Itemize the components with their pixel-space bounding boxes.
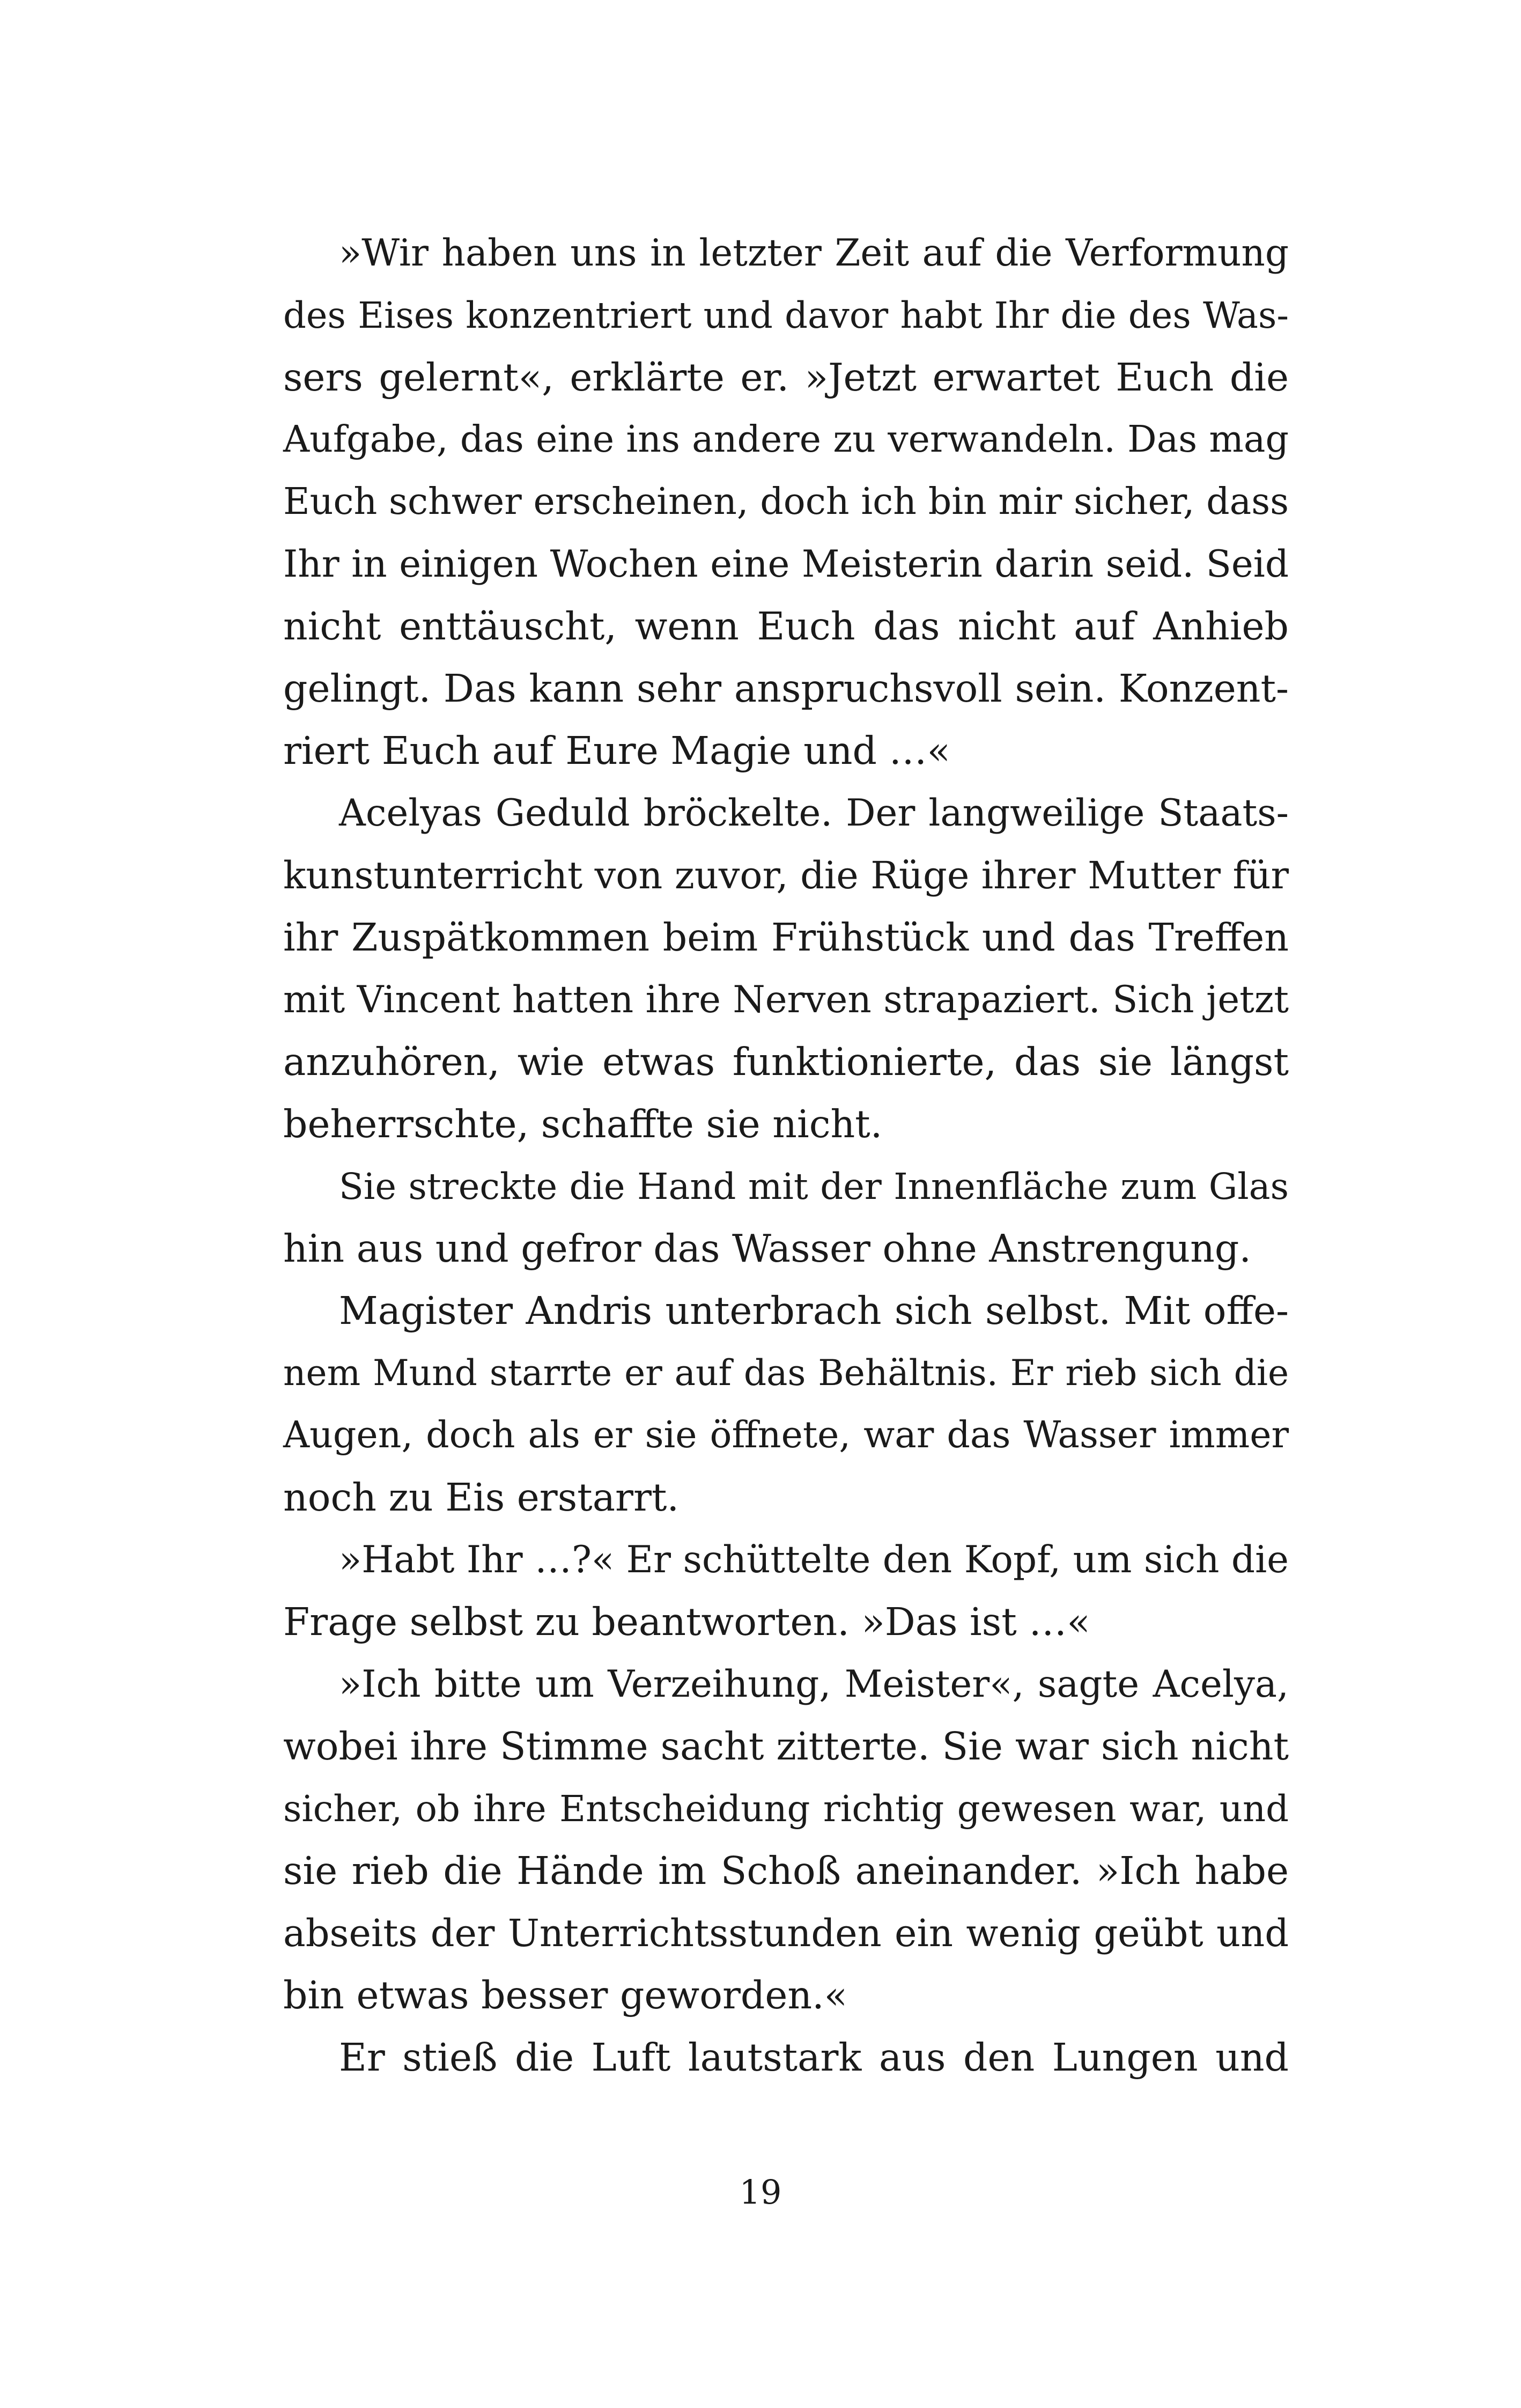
- text-line: anzuhören, wie etwas funktionierte, das sie längst: [283, 1040, 1289, 1084]
- text-line: des Eises konzentriert und davor habt Ihr die des Was-: [283, 294, 1289, 336]
- text-line: Frage selbst zu beantworten. »Das ist …«: [283, 1600, 1090, 1644]
- text-line: nicht enttäuscht, wenn Euch das nicht auf Anhieb: [283, 604, 1289, 649]
- body-text: [283, 222, 1289, 2089]
- text-line: Acelyas Geduld bröckelte. Der langweilige Staats-: [339, 792, 1289, 835]
- text-line: beherrschte, schaffte sie nicht.: [283, 1102, 883, 1146]
- page-number: 19: [739, 2173, 782, 2212]
- text-line: »Wir haben uns in letzter Zeit auf die Verformung: [339, 232, 1289, 275]
- text-line: ihr Zuspätkommen beim Frühstück und das Treffen: [283, 915, 1289, 960]
- text-line: nem Mund starrte er auf das Behältnis. Er rieb sich die: [283, 1352, 1289, 1394]
- text-line: noch zu Eis erstarrt.: [283, 1475, 680, 1520]
- text-line: Euch schwer erscheinen, doch ich bin mir sicher, dass: [283, 481, 1289, 523]
- text-line: Ihr in einigen Wochen eine Meisterin darin seid. Seid: [283, 543, 1289, 586]
- text-line: sers gelernt«, erklärte er. »Jetzt erwartet Euch die: [283, 355, 1289, 400]
- text-line: hin aus und gefror das Wasser ohne Anstrengung.: [283, 1226, 1251, 1271]
- text-line: Magister Andris unterbrach sich selbst. Mit offe-: [339, 1288, 1289, 1333]
- text-line: Er stieß die Luft lautstark aus den Lungen und: [339, 2035, 1289, 2080]
- text-line: bin etwas besser geworden.«: [283, 1973, 848, 2017]
- text-line: mit Vincent hatten ihre Nerven strapaziert. Sich jetzt: [283, 978, 1289, 1021]
- text-line: kunstunterricht von zuvor, die Rüge ihrer Mutter für: [283, 853, 1289, 897]
- text-line: wobei ihre Stimme sacht zitterte. Sie war sich nicht: [283, 1724, 1289, 1769]
- text-line: sie rieb die Hände im Schoß aneinander. »Ich habe: [283, 1849, 1289, 1893]
- text-line: »Ich bitte um Verzeihung, Meister«, sagte Acelya,: [339, 1663, 1289, 1706]
- text-line: riert Euch auf Eure Magie und …«: [283, 728, 950, 773]
- text-line: abseits der Unterrichtsstunden ein wenig geübt und: [283, 1911, 1289, 1955]
- text-line: sicher, ob ihre Entscheidung richtig gewesen war, und: [283, 1788, 1289, 1830]
- text-line: Augen, doch als er sie öffnete, war das Wasser immer: [283, 1414, 1289, 1456]
- text-line: Aufgabe, das eine ins andere zu verwandeln. Das mag: [283, 418, 1289, 461]
- text-line: Sie streckte die Hand mit der Innenfläche zum Glas: [339, 1166, 1289, 1207]
- text-line: »Habt Ihr …?« Er schüttelte den Kopf, um sich die: [339, 1538, 1289, 1581]
- text-line: gelingt. Das kann sehr anspruchsvoll sein. Konzent-: [283, 666, 1289, 711]
